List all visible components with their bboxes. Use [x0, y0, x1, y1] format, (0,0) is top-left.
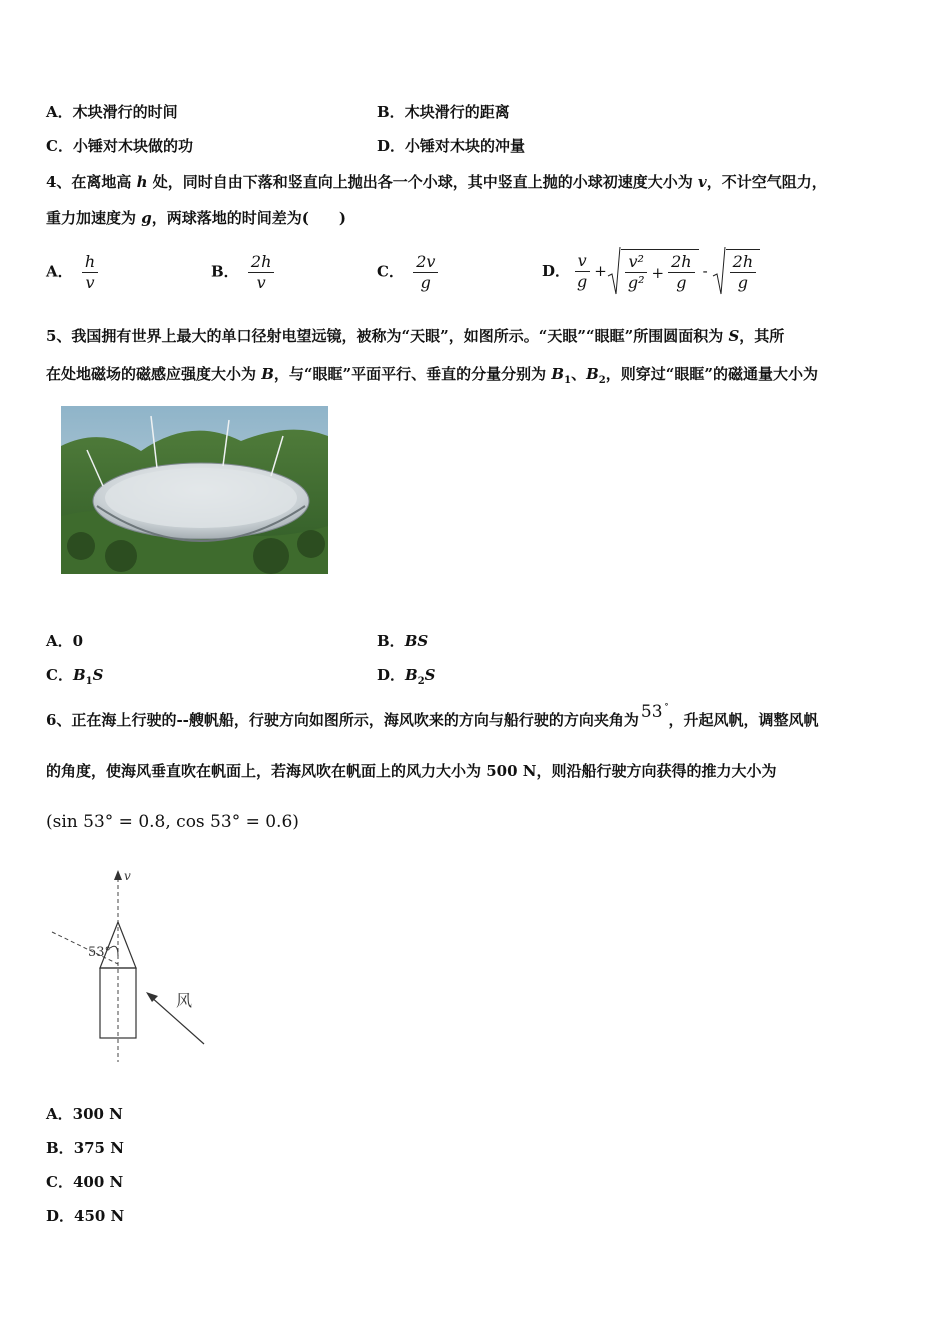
var-b: B — [72, 666, 86, 684]
option-text: BS — [404, 632, 429, 650]
separator: 、 — [571, 365, 587, 383]
option-letter: D． — [542, 262, 571, 280]
option-text: 木块滑行的时间 — [72, 103, 178, 121]
var-v: v — [698, 173, 707, 191]
sqrt-sign-icon — [712, 246, 726, 296]
plus-sign: + — [594, 262, 607, 280]
q4-text: ，不计空气阻力， — [706, 173, 827, 191]
q4-stem-line2 — [46, 208, 346, 228]
q4-text: 重力加速度为 — [46, 209, 142, 227]
q6-option-c — [46, 1172, 123, 1192]
option-text: 0 — [72, 632, 84, 650]
option-letter: A． — [46, 103, 73, 121]
var-s: S — [92, 666, 104, 684]
option-text: 小锤对木块的冲量 — [405, 137, 526, 155]
option-letter: B． — [377, 632, 405, 650]
q5-option-c — [46, 665, 103, 692]
wind-label: 风 — [176, 991, 193, 1010]
fraction — [730, 252, 756, 293]
denominator: g — [676, 273, 687, 292]
subscript: 1 — [564, 375, 572, 386]
denominator: g — [420, 273, 431, 292]
fraction — [574, 251, 590, 292]
option-text: 450 N — [74, 1207, 125, 1225]
numerator: 2h — [730, 252, 756, 273]
option-letter: D． — [377, 137, 406, 155]
q3-option-a — [46, 102, 178, 122]
numerator: v² — [625, 252, 646, 273]
q4-stem-line1 — [46, 172, 827, 192]
velocity-arrow-icon — [114, 870, 122, 880]
fraction — [668, 252, 694, 293]
q4-option-b — [211, 252, 278, 293]
var-b: B — [261, 365, 274, 383]
q4-text: 处，同时自由下落和竖直向上抛出各一个小球，其中竖直上抛的小球初速度大小为 — [147, 173, 699, 191]
option-letter: B． — [46, 1139, 74, 1157]
q5-option-a — [46, 631, 83, 651]
option-letter: A． — [46, 632, 73, 650]
q6-stem-line2 — [46, 761, 776, 781]
velocity-label: v — [124, 869, 131, 883]
numerator: 2h — [248, 252, 274, 273]
q6-stem-line1 — [46, 701, 819, 732]
subscript: 1 — [85, 676, 93, 687]
option-letter: D． — [46, 1207, 75, 1225]
denominator: v — [85, 273, 95, 292]
q5-option-b — [377, 631, 428, 651]
q3-option-b — [377, 102, 510, 122]
var-h: h — [136, 173, 148, 191]
fraction — [248, 252, 274, 293]
option-text: 300 N — [72, 1105, 123, 1123]
option-text: 375 N — [73, 1139, 124, 1157]
var-b2: B — [586, 365, 599, 383]
sqrt-expression — [607, 246, 699, 296]
numerator: 2h — [668, 252, 694, 273]
option-text: 400 N — [72, 1173, 124, 1191]
hint-text: (sin 53° = 0.8, cos 53° = 0.6) — [46, 812, 299, 832]
numerator: v — [575, 251, 590, 272]
option-letter: D． — [377, 666, 406, 684]
degree-mark: ° — [664, 701, 669, 711]
var-s: S — [424, 666, 436, 684]
q4-option-a — [46, 252, 102, 293]
option-letter: B． — [377, 103, 405, 121]
var-b1: B — [551, 365, 565, 383]
option-letter: C． — [377, 262, 404, 281]
numerator: h — [82, 252, 98, 273]
q3-option-d — [377, 136, 525, 156]
q6-text: 6、正在海上行驶的--艘帆船，行驶方向如图所示，海风吹来的方向与船行驶的方向夹角为 — [46, 711, 639, 729]
q4-text: ，两球落地的时间差为( ) — [151, 209, 346, 227]
numerator: 2v — [413, 252, 438, 273]
option-letter: C． — [46, 137, 73, 155]
q5-text: ，则穿过“眼眶”的磁通量大小为 — [605, 365, 818, 383]
q5-text: 在处地磁场的磁感应强度大小为 — [46, 365, 262, 383]
subscript: 2 — [417, 676, 425, 687]
q6-text: ，升起风帆，调整风帆 — [668, 711, 819, 729]
option-text: 小锤对木块做的功 — [72, 137, 193, 155]
q6-option-b — [46, 1138, 124, 1158]
denominator: g — [577, 271, 588, 291]
sailboat-diagram — [48, 866, 213, 1066]
q4-option-d — [542, 246, 760, 296]
sqrt-expression — [712, 246, 760, 296]
q4-text: 4、在离地高 — [46, 173, 137, 191]
q5-stem-line2 — [46, 364, 818, 391]
angle-label: 53° — [88, 945, 112, 960]
telescope-photo — [61, 406, 328, 574]
subscript: 2 — [598, 375, 606, 386]
denominator: g — [737, 273, 748, 292]
q5-text: 5、我国拥有世界上最大的单口径射电望远镜，被称为“天眼”，如图所示。“天眼”“眼眶”所围圆面积为 — [46, 327, 729, 345]
var-b: B — [405, 666, 418, 684]
option-letter: A． — [46, 1105, 73, 1123]
option-letter: C． — [46, 1173, 73, 1191]
wind-arrowhead-icon — [146, 992, 158, 1002]
q5-text: ，其所 — [739, 327, 785, 345]
q3-option-c — [46, 136, 193, 156]
q6-text: 的角度，使海风垂直吹在帆面上，若海风吹在帆面上的风力大小为 500 N，则沿船行驶方向获得的推力大小为 — [46, 762, 777, 780]
option-letter: B． — [211, 262, 239, 281]
var-s: S — [728, 327, 740, 345]
denominator: v — [256, 273, 266, 292]
fraction — [413, 252, 438, 293]
option-letter: C． — [46, 666, 73, 684]
var-g: g — [141, 209, 152, 227]
sqrt-sign-icon — [607, 246, 621, 296]
q5-stem-line1 — [46, 326, 784, 346]
plus-sign: + — [651, 263, 665, 282]
q5-text: ，与“眼眶”平面平行、垂直的分量分别为 — [273, 365, 552, 383]
fraction — [82, 252, 98, 293]
q4-option-c — [377, 252, 442, 293]
minus-sign: - — [702, 262, 708, 280]
q6-trig-hint — [46, 812, 299, 832]
q5-option-d — [377, 665, 436, 692]
denominator: g² — [627, 273, 645, 292]
option-text: 木块滑行的距离 — [404, 103, 510, 121]
angle-value: 53 — [640, 702, 663, 722]
q6-option-a — [46, 1104, 123, 1124]
fraction — [625, 252, 648, 293]
option-letter: A． — [46, 262, 73, 281]
q6-option-d — [46, 1206, 124, 1226]
